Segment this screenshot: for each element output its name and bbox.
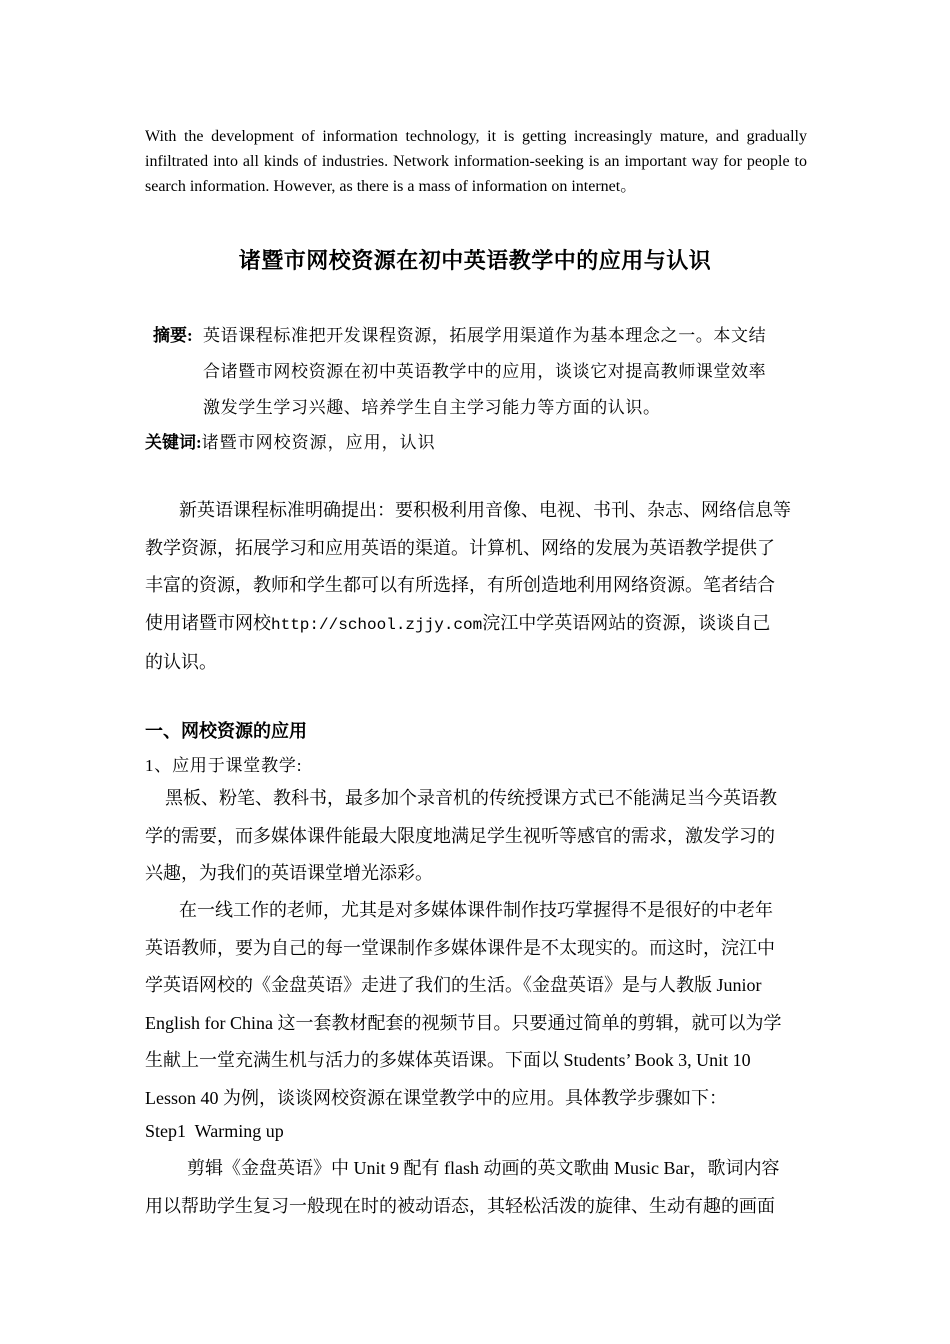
paragraph-line: 教学资源，拓展学习和应用英语的渠道。计算机、网络的发展为英语教学提供了: [145, 537, 775, 558]
paragraph-line: 用以帮助学生复习一般现在时的被动语态，其轻松活泼的旋律、生动有趣的画面: [145, 1195, 775, 1216]
keywords-label: 关键词:: [145, 433, 202, 452]
keywords-value: 诸暨市网校资源，应用，认识: [201, 433, 436, 452]
subsection-heading: 1、应用于课堂教学:: [145, 756, 303, 775]
abstract-block: [145, 318, 807, 426]
paragraph-line: 的认识。: [145, 652, 217, 673]
paragraph-line: 英语教师，要为自己的每一堂课制作多媒体课件是不太现实的。而这时，浣江中: [145, 937, 775, 958]
abstract-text: [145, 318, 807, 426]
abstract-line: 激发学生学习兴趣、培养学生自主学习能力等方面的认识。: [203, 398, 661, 417]
paragraph-line: 剪辑《金盘英语》中 Unit 9 配有 flash 动画的英文歌曲 Music Bar，歌词内容: [187, 1158, 780, 1178]
abstract-row: [145, 318, 807, 426]
paragraph-text: 使用诸暨市网校: [145, 612, 271, 633]
abstract-label: 摘要:: [153, 326, 193, 345]
abstract-line: 合诸暨市网校资源在初中英语教学中的应用，谈谈它对提高教师课堂效率: [203, 362, 767, 381]
abstract-line: 英语课程标准把开发课程资源，拓展学用渠道作为基本理念之一。本文结: [203, 326, 767, 345]
paragraph-line: [145, 605, 807, 645]
paragraph-line: 丰富的资源，教师和学生都可以有所选择，有所创造地利用网络资源。笔者结合: [145, 575, 775, 596]
paragraph-line: 生献上一堂充满生机与活力的多媒体英语课。下面以 Students’ Book 3, Unit 10: [145, 1050, 751, 1071]
paragraph-3: [145, 892, 807, 1118]
paragraph-2: [145, 780, 807, 893]
paragraph-text: 浣江中学英语网站的资源，谈谈自己: [482, 612, 771, 633]
document-title: 诸暨市网校资源在初中英语教学中的应用与认识: [238, 248, 712, 273]
paragraph-line: 兴趣，为我们的英语课堂增光添彩。: [145, 863, 433, 884]
paragraph-line: 在一线工作的老师，尤其是对多媒体课件制作技巧掌握得不是很好的中老年: [179, 900, 773, 920]
paragraph-line: 学的需要，而多媒体课件能最大限度地满足学生视听等感官的需求，激发学习的: [145, 825, 775, 846]
english-intro-paragraph: With the development of information technology, it is getting increasingly mature, and gradually infiltrated into all kinds of industries. Network information-seeking is an important way for people to search information. However, as there is a mass of information on internet。: [145, 128, 807, 195]
paragraph-4: [145, 1150, 807, 1225]
paragraph-line: English for China 这一套教材配套的视频节目。只要通过简单的剪辑，就可以为学: [145, 1012, 782, 1033]
keywords-line: [145, 430, 807, 456]
step-heading: Step1 Warming up: [145, 1121, 284, 1141]
section-heading: 一、网校资源的应用: [145, 721, 307, 741]
paragraph-line: 学英语网校的《金盘英语》走进了我们的生活。《金盘英语》是与人教版 Junior: [145, 975, 762, 996]
paragraph-1: [145, 492, 807, 682]
paragraph-line: 黑板、粉笔、教科书，最多加个录音机的传统授课方式已不能满足当今英语教: [165, 788, 777, 808]
paragraph-line: Lesson 40 为例，谈谈网校资源在课堂教学中的应用。具体教学步骤如下：: [145, 1087, 727, 1108]
school-url-link[interactable]: http://school.zjjy.com: [271, 615, 483, 634]
paragraph-line: 新英语课程标准明确提出：要积极利用音像、电视、书刊、杂志、网络信息等: [179, 500, 791, 520]
